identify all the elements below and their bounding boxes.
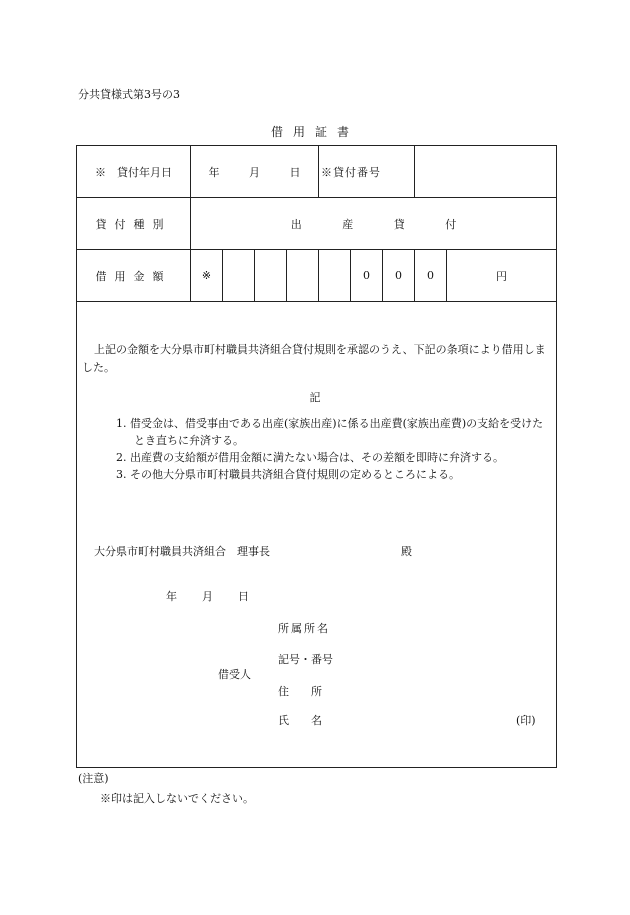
amount-digit-cell[interactable]: [319, 250, 351, 302]
amount-row: [77, 250, 557, 302]
seal-mark: (印): [516, 714, 536, 727]
sign-day: 日: [238, 590, 249, 603]
type-row: [77, 198, 557, 250]
type-label: 貸付種別: [77, 198, 191, 250]
amount-digit-cell[interactable]: [287, 250, 319, 302]
sign-year: 年: [166, 590, 177, 603]
address-label: 住 所: [278, 685, 322, 698]
type-char: 産: [342, 217, 354, 231]
month-label: 月: [249, 165, 260, 179]
document-title: 借用証書: [270, 125, 359, 139]
loan-info-table: [76, 145, 557, 302]
type-value: [191, 198, 557, 250]
amount-mark: ※: [191, 250, 223, 302]
amount-digit-cell: 0: [415, 250, 447, 302]
term-item: 2. 出産費の支給額が借用金額に満たない場合は、その差額を即時に弁済する。: [116, 451, 504, 464]
addressee: 大分県市町村職員共済組合 理事長: [94, 545, 270, 558]
loan-number-label: ※貸付番号: [319, 146, 415, 198]
notes-heading: (注意): [78, 772, 109, 785]
amount-digit-cell[interactable]: [255, 250, 287, 302]
year-label: 年: [208, 165, 220, 179]
amount-digit-cell: 0: [351, 250, 383, 302]
amount-label: 借用金額: [77, 250, 191, 302]
notes-text: ※印は記入しないでください。: [100, 792, 254, 805]
sign-month: 月: [202, 590, 213, 603]
form-id: 分共貸様式第3号の3: [78, 88, 180, 101]
day-label: 日: [289, 165, 301, 179]
honorific: 殿: [401, 545, 412, 558]
type-char: 貸: [393, 217, 405, 231]
amount-digit-cell: 0: [383, 250, 415, 302]
type-char: 出: [290, 217, 302, 231]
amount-digit-cell[interactable]: [223, 250, 255, 302]
name-label: 氏 名: [278, 714, 322, 727]
date-input[interactable]: [191, 146, 319, 198]
term-item: 1. 借受金は、借受事由である出産(家族出産)に係る出産費(家族出産費)の支給を受けたとき直ちに弁済する。: [116, 417, 544, 447]
term-item: 3. その他大分県市町村職員共済組合貸付規則の定めるところによる。: [116, 468, 460, 481]
agreement-paragraph: 上記の金額を大分県市町村職員共済組合貸付規則を承認のうえ、下記の条項により借用しました。: [82, 343, 546, 374]
terms-list: [116, 415, 552, 483]
borrower-label: 借受人: [218, 668, 251, 681]
office-label: 所属所名: [278, 622, 330, 635]
code-label: 記号・番号: [278, 653, 333, 666]
loan-number-input[interactable]: [415, 146, 557, 198]
type-char: 付: [445, 217, 457, 231]
ki-heading: 記: [309, 391, 321, 404]
date-row: [77, 146, 557, 198]
date-label: ※ 貸付年月日: [77, 146, 191, 198]
amount-unit: 円: [447, 250, 557, 302]
